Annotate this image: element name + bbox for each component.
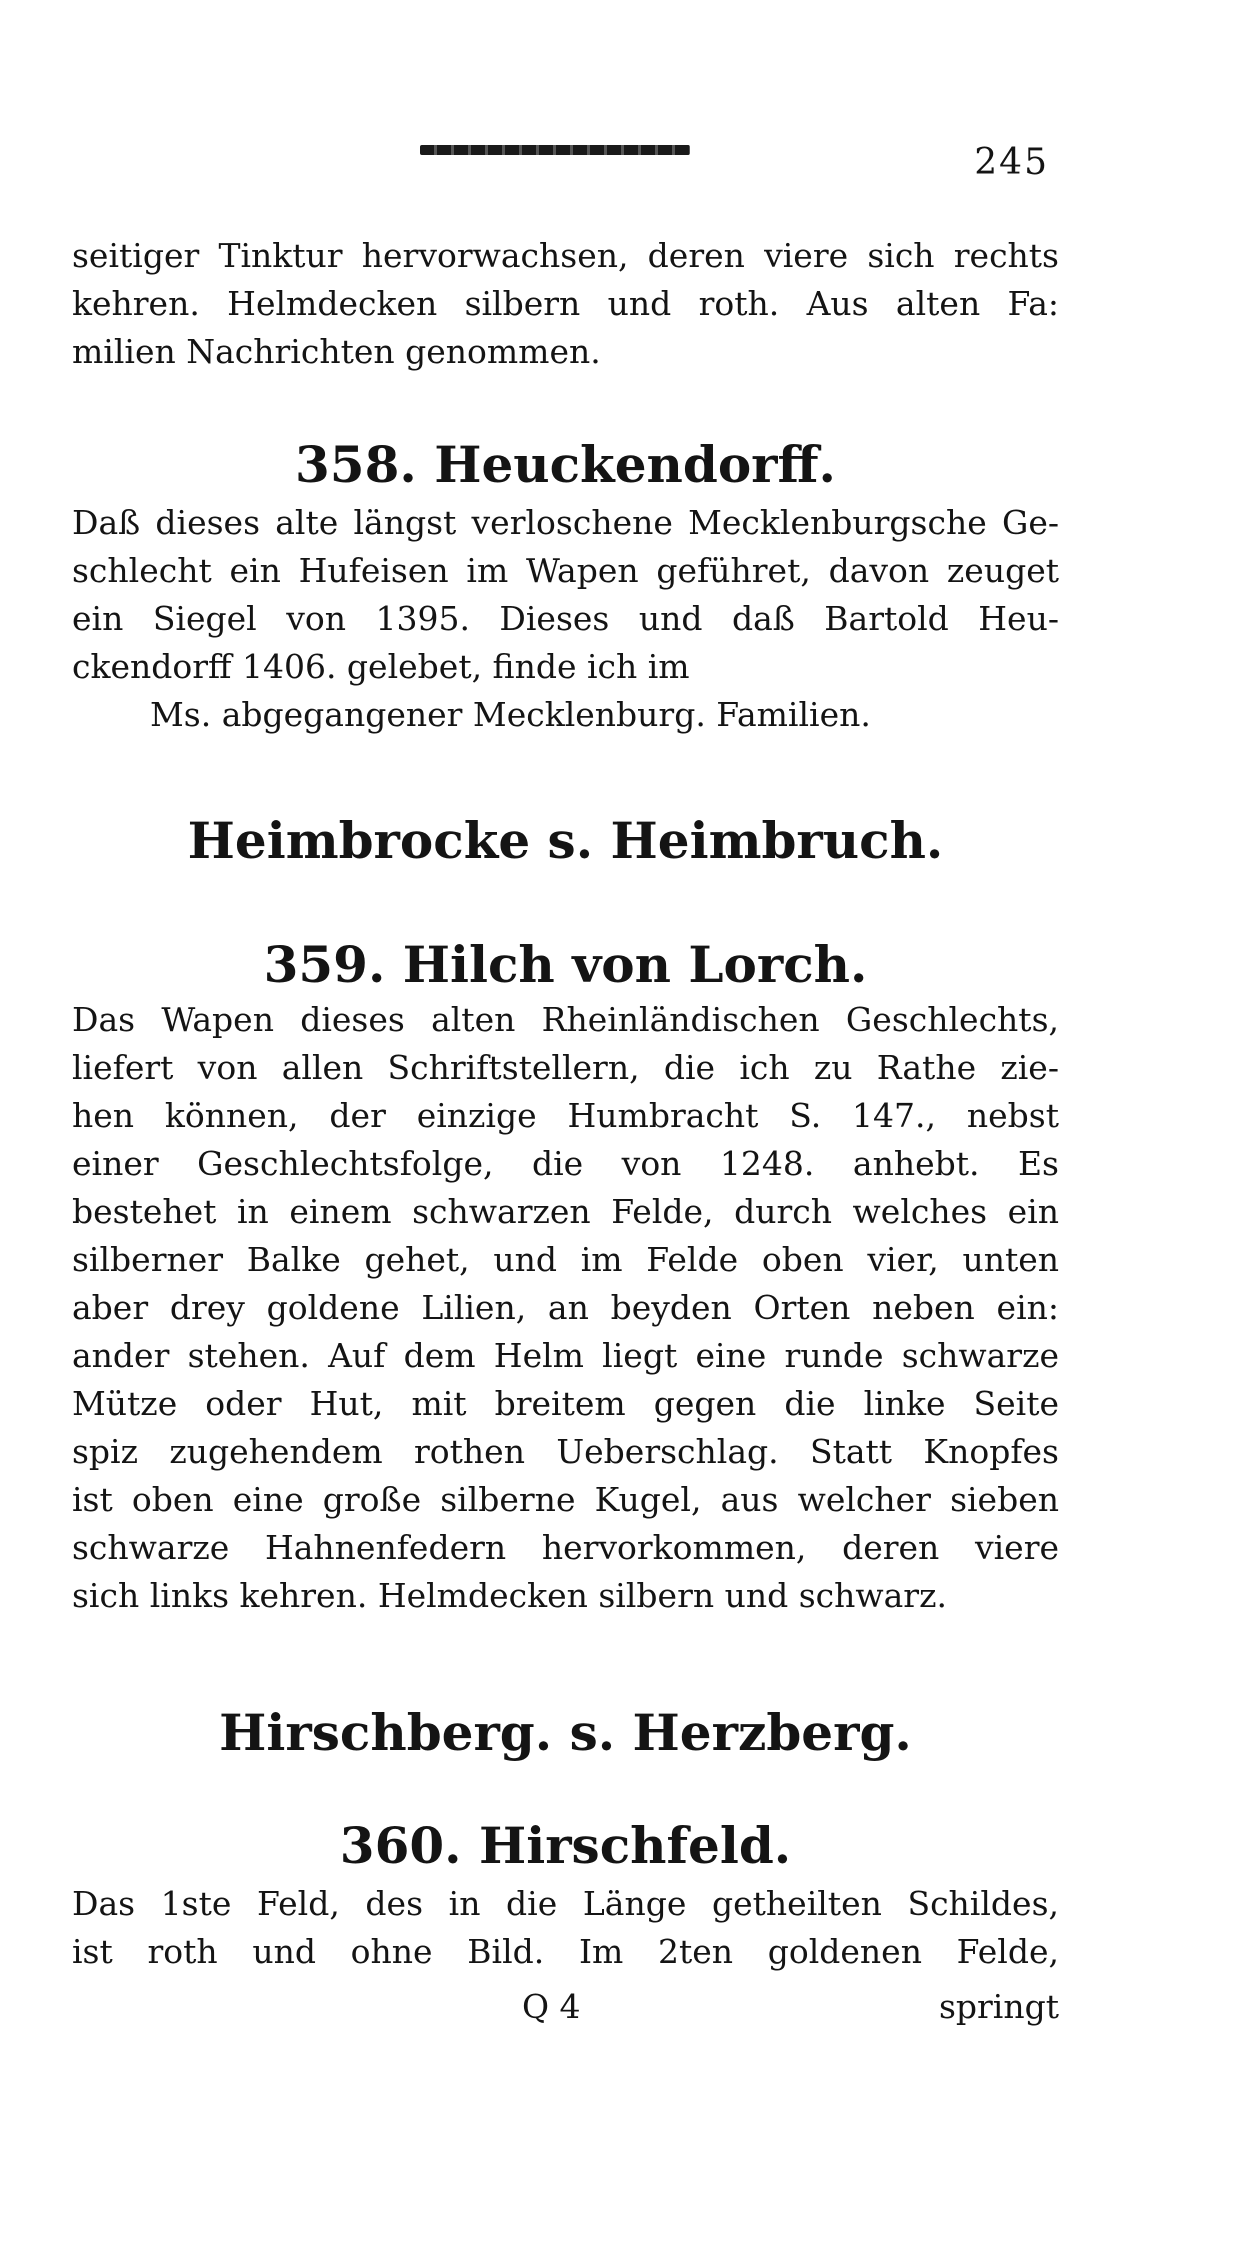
text-line: kehren. Helmdecken silbern und roth. Aus alten Fa:	[72, 284, 1059, 323]
entry-heading-360	[72, 1813, 1059, 1879]
text-line: liefert von allen Schriftstellern, die ich zu Rathe zie-	[72, 1048, 1059, 1087]
paragraph-359	[72, 996, 1059, 1620]
text-line: ist oben eine große silberne Kugel, aus welcher sieben	[72, 1480, 1059, 1519]
entry-heading: 358. Heuckendorff.	[295, 435, 836, 494]
entry-heading: Hirschberg. s. Herzberg.	[219, 1703, 912, 1762]
text-line: ist roth und ohne Bild. Im 2ten goldenen Felde,	[72, 1932, 1059, 1971]
entry-heading: 359. Hilch von Lorch.	[263, 935, 868, 994]
text-line: silberner Balke gehet, und im Felde oben vier, unten	[72, 1240, 1059, 1279]
ornamental-rule	[420, 145, 690, 155]
text-line: schwarze Hahnenfedern hervorkommen, deren viere	[72, 1528, 1059, 1567]
text-line: Das 1ste Feld, des in die Länge getheilten Schildes,	[72, 1884, 1059, 1923]
text-line: aber drey goldene Lilien, an beyden Orten neben ein:	[72, 1288, 1059, 1327]
cross-reference-heimbrocke	[72, 808, 1059, 874]
text-line: Ms. abgegangener Mecklenburg. Familien.	[150, 695, 871, 734]
cross-reference-hirschberg	[72, 1700, 1059, 1766]
text-line: ander stehen. Auf dem Helm liegt eine runde schwarze	[72, 1336, 1059, 1375]
paragraph-358	[72, 499, 1059, 739]
text-line: ein Siegel von 1395. Dieses und daß Bartold Heu-	[72, 599, 1059, 638]
text-line: seitiger Tinktur hervorwachsen, deren viere sich rechts	[72, 236, 1059, 275]
text-line: ckendorff 1406. gelebet, finde ich im	[72, 647, 690, 686]
page-number: 245	[974, 142, 1049, 183]
signature-mark: Q 4	[522, 1987, 581, 2026]
text-line: schlecht ein Hufeisen im Wapen geführet, davon zeuget	[72, 551, 1059, 590]
entry-heading: Heimbrocke s. Heimbruch.	[187, 811, 944, 870]
catchword: springt	[938, 1987, 1059, 2026]
text-line: Mütze oder Hut, mit breitem gegen die linke Seite	[72, 1384, 1059, 1423]
text-line: hen können, der einzige Humbracht S. 147., nebst	[72, 1096, 1059, 1135]
page-footer	[72, 1983, 1059, 2031]
entry-heading-358	[72, 432, 1059, 498]
text-line: bestehet in einem schwarzen Felde, durch welches ein	[72, 1192, 1059, 1231]
paragraph-360	[72, 1880, 1059, 1976]
text-line: milien Nachrichten genommen.	[72, 332, 601, 371]
entry-heading-359	[72, 932, 1059, 998]
text-line: spiz zugehendem rothen Ueberschlag. Statt Knopfes	[72, 1432, 1059, 1471]
paragraph-continuation	[72, 232, 1059, 376]
text-line: Daß dieses alte längst verloschene Mecklenburgsche Ge-	[72, 503, 1059, 542]
entry-heading: 360. Hirschfeld.	[339, 1816, 792, 1875]
text-line: Das Wapen dieses alten Rheinländischen Geschlechts,	[72, 1000, 1059, 1039]
text-line: einer Geschlechtsfolge, die von 1248. anhebt. Es	[72, 1144, 1059, 1183]
text-line: sich links kehren. Helmdecken silbern und schwarz.	[72, 1576, 947, 1615]
